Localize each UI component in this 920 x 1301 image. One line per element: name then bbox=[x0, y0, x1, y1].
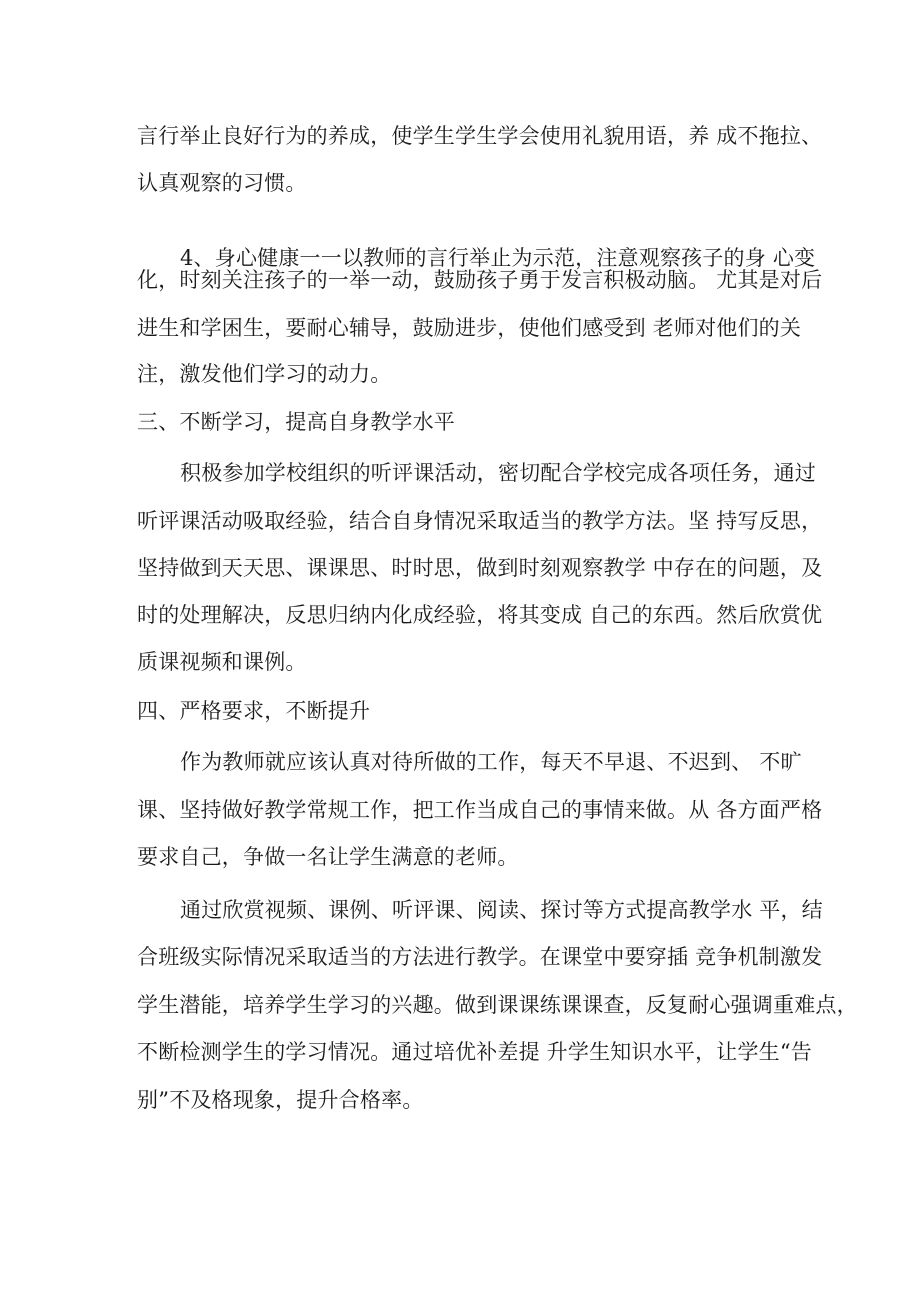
text-line: 积极参加学校组织的听评课活动，密切配合学校完成各项任务，通过 bbox=[180, 461, 816, 485]
text-line: 言行举止良好行为的养成，使学生学生学会使用礼貌用语，养 成不拖拉、 bbox=[137, 124, 823, 148]
text-line: 4、身心健康一一以教师的言行举止为示范，注意观察孩子的身 心变 bbox=[180, 246, 816, 270]
section-heading: 三、不断学习，提高自身教学水平 bbox=[137, 410, 455, 434]
text-line: 别”不及格现象，提升合格率。 bbox=[137, 1088, 424, 1112]
text-line: 进生和学困生，要耐心辅导，鼓励进步，使他们感受到 老师对他们的关 bbox=[137, 316, 802, 340]
text-line: 不断检测学生的学习情况。通过培优补差提 升学生知识水平，让学生“告 bbox=[137, 1040, 813, 1064]
text-line: 坚持做到天天思、课课思、时时思，做到时刻观察教学 中存在的问题，及 bbox=[137, 556, 823, 580]
text-line: 化，时刻关注孩子的一举一动，鼓励孩子勇于发言积极动脑。 尤其是对后 bbox=[137, 268, 823, 292]
text-line: 通过欣赏视频、课例、听评课、阅读、探讨等方式提高教学水 平，结 bbox=[180, 898, 823, 922]
text-line: 学生潜能，培养学生学习的兴趣。做到课课练课课查，反复耐心强调重难点， bbox=[137, 993, 858, 1017]
section-heading: 四、严格要求，不断提升 bbox=[137, 699, 371, 723]
text-line: 听评课活动吸取经验，结合自身情况采取适当的教学方法。坚 持写反思， bbox=[137, 509, 823, 533]
text-line: 认真观察的习惯。 bbox=[137, 171, 307, 195]
text-line: 质课视频和课例。 bbox=[137, 650, 307, 674]
text-line: 课、坚持做好教学常规工作，把工作当成自己的事情来做。从 各方面严格 bbox=[137, 798, 823, 822]
text-line: 作为教师就应该认真对待所做的工作，每天不早退、不迟到、 不旷 bbox=[180, 750, 802, 774]
text-line: 注，激发他们学习的动力。 bbox=[137, 362, 392, 386]
text-line: 合班级实际情况采取适当的方法进行教学。在课堂中要穿插 竞争机制激发 bbox=[137, 945, 823, 969]
text-line: 时的处理解决，反思归纳内化成经验，将其变成 自己的东西。然后欣赏优 bbox=[137, 603, 823, 627]
text-line: 要求自己，争做一名让学生满意的老师。 bbox=[137, 845, 519, 869]
